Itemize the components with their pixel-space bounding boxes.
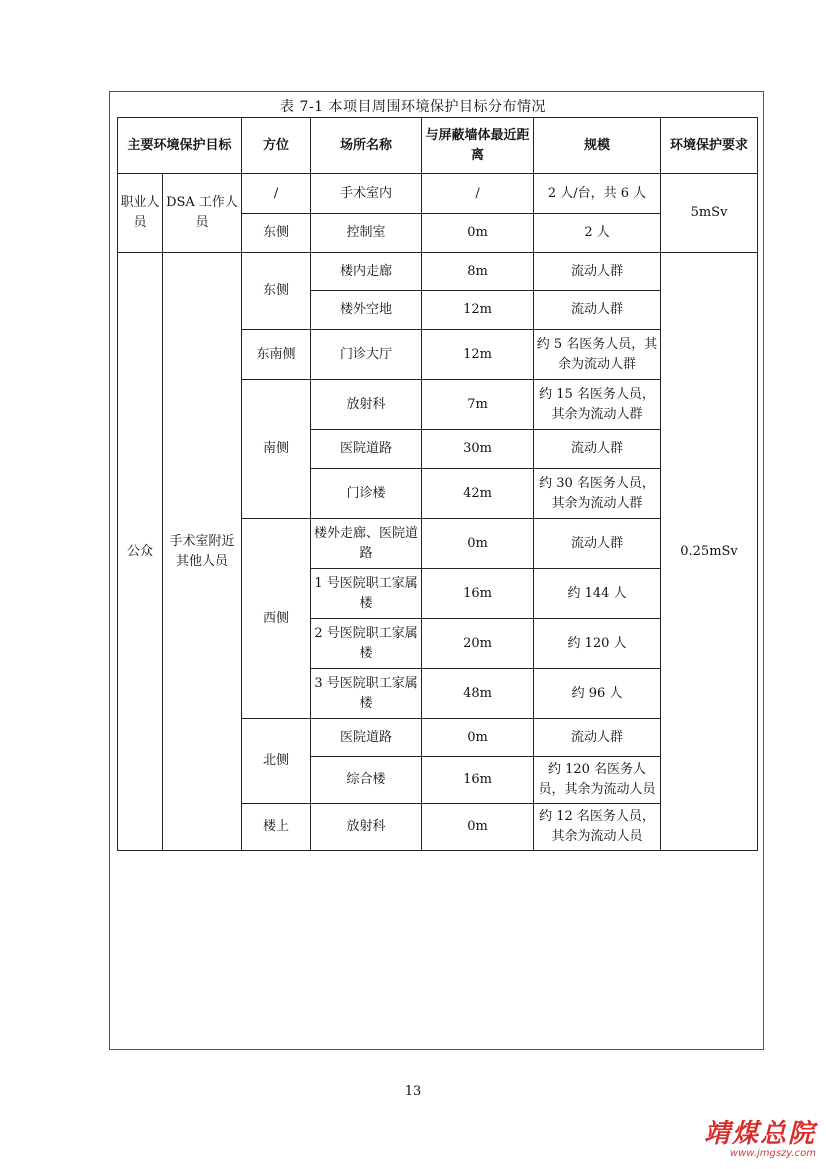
direction-cell: 西侧	[242, 519, 311, 719]
scale-cell: 流动人群	[534, 519, 661, 569]
place-cell: 楼外走廊、医院道路	[311, 519, 422, 569]
distance-cell: 42m	[422, 469, 534, 519]
direction-cell: 楼上	[242, 804, 311, 851]
scale-cell: 2 人	[534, 214, 661, 253]
distance-cell: 30m	[422, 430, 534, 469]
scale-cell: 流动人群	[534, 430, 661, 469]
scale-cell: 约 15 名医务人员，其余为流动人群	[534, 380, 661, 430]
scale-cell: 流动人群	[534, 253, 661, 291]
place-cell: 2 号医院职工家属楼	[311, 619, 422, 669]
distance-cell: 0m	[422, 519, 534, 569]
scale-cell: 约 30 名医务人员，其余为流动人群	[534, 469, 661, 519]
direction-cell: 东侧	[242, 214, 311, 253]
direction-cell: 北侧	[242, 719, 311, 804]
direction-cell: 东南侧	[242, 330, 311, 380]
direction-cell: 南侧	[242, 380, 311, 519]
occupational-category: 职业人员	[118, 174, 163, 253]
protection-targets-table	[117, 117, 758, 851]
scale-cell: 约 144 人	[534, 569, 661, 619]
distance-cell: 12m	[422, 330, 534, 380]
header-requirement: 环境保护要求	[661, 118, 758, 174]
distance-cell: 0m	[422, 719, 534, 757]
occupational-requirement: 5mSv	[661, 174, 758, 253]
table-row	[118, 174, 758, 214]
distance-cell: 7m	[422, 380, 534, 430]
place-cell: 手术室内	[311, 174, 422, 214]
header-target: 主要环境保护目标	[118, 118, 242, 174]
distance-cell: 20m	[422, 619, 534, 669]
scale-cell: 约 96 人	[534, 669, 661, 719]
place-cell: 门诊大厅	[311, 330, 422, 380]
distance-cell: 16m	[422, 757, 534, 804]
place-cell: 门诊楼	[311, 469, 422, 519]
place-cell: 医院道路	[311, 719, 422, 757]
header-direction: 方位	[242, 118, 311, 174]
distance-cell: /	[422, 174, 534, 214]
scale-cell: 约 5 名医务人员，其余为流动人群	[534, 330, 661, 380]
header-scale: 规模	[534, 118, 661, 174]
distance-cell: 12m	[422, 291, 534, 330]
watermark-title: 靖煤总院	[703, 1119, 816, 1149]
place-cell: 放射科	[311, 380, 422, 430]
scale-cell: 约 120 人	[534, 619, 661, 669]
place-cell: 3 号医院职工家属楼	[311, 669, 422, 719]
place-cell: 综合楼	[311, 757, 422, 804]
scale-cell: 流动人群	[534, 719, 661, 757]
public-group: 手术室附近其他人员	[163, 253, 242, 851]
distance-cell: 0m	[422, 214, 534, 253]
place-cell: 医院道路	[311, 430, 422, 469]
scale-cell: 约 120 名医务人员，其余为流动人员	[534, 757, 661, 804]
scale-cell: 约 12 名医务人员，其余为流动人员	[534, 804, 661, 851]
direction-cell: 东侧	[242, 253, 311, 330]
place-cell: 楼外空地	[311, 291, 422, 330]
public-category: 公众	[118, 253, 163, 851]
distance-cell: 48m	[422, 669, 534, 719]
scale-cell: 流动人群	[534, 291, 661, 330]
distance-cell: 16m	[422, 569, 534, 619]
scale-cell: 2 人/台，共 6 人	[534, 174, 661, 214]
header-place: 场所名称	[311, 118, 422, 174]
place-cell: 控制室	[311, 214, 422, 253]
place-cell: 1 号医院职工家属楼	[311, 569, 422, 619]
place-cell: 楼内走廊	[311, 253, 422, 291]
table-caption: 表 7-1 本项目周围环境保护目标分布情况	[280, 99, 546, 115]
watermark	[704, 1120, 816, 1160]
page-number: 13	[404, 1084, 422, 1099]
occupational-group: DSA 工作人员	[163, 174, 242, 253]
distance-cell: 8m	[422, 253, 534, 291]
header-row	[118, 118, 758, 174]
public-requirement: 0.25mSv	[661, 253, 758, 851]
direction-cell: /	[242, 174, 311, 214]
header-distance: 与屏蔽墙体最近距离	[422, 118, 534, 174]
table-row	[118, 253, 758, 291]
place-cell: 放射科	[311, 804, 422, 851]
watermark-url: www.jmgszy.com	[729, 1148, 816, 1159]
distance-cell: 0m	[422, 804, 534, 851]
